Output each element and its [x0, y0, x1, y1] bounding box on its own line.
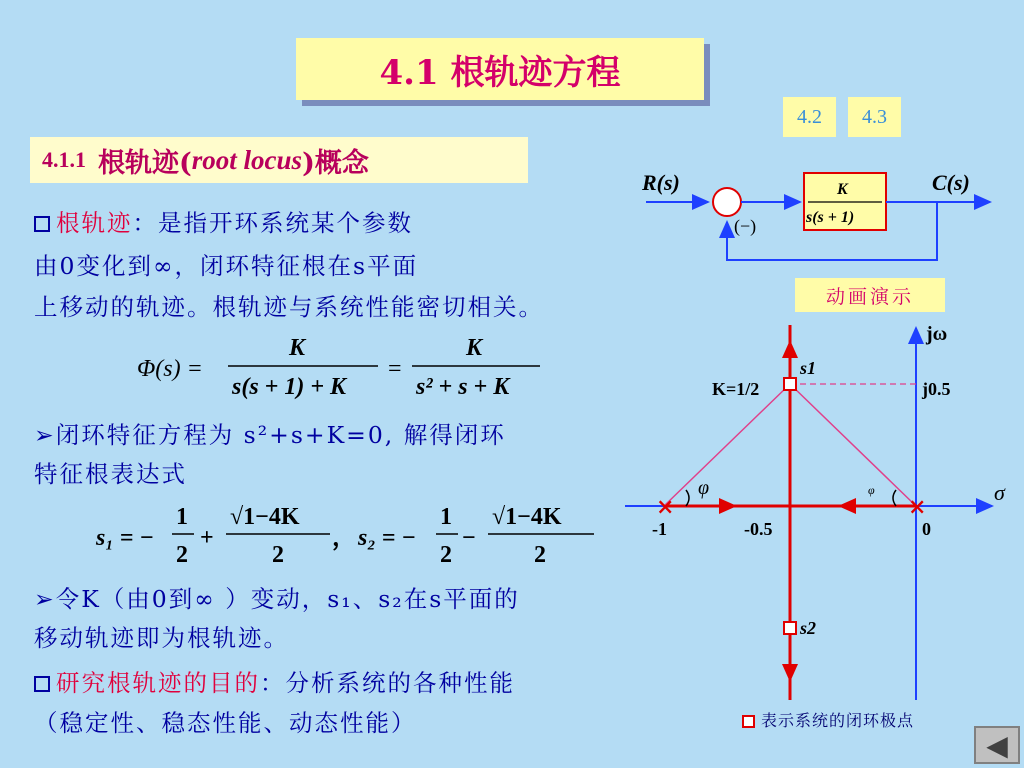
pole-vector-right [790, 384, 916, 506]
pole-vector-left [664, 384, 790, 506]
summing-junction [713, 188, 741, 216]
formula2-half-den2: 2 [440, 542, 452, 568]
feedback-sign: (−) [734, 216, 757, 236]
para1-line2: 由0变化到∞，闭环特征根在s平面 [34, 252, 419, 280]
input-label: R(s) [642, 170, 680, 195]
tf-denominator: s(s + 1) [806, 209, 855, 226]
formula2-s2: s₂ = − [358, 525, 416, 551]
para1-line3: 上移动的轨迹。根轨迹与系统性能密切相关。 [34, 293, 544, 321]
formula2-s1: s₁ = − [96, 525, 154, 551]
formula1-lhs: Φ(s) = [137, 356, 203, 382]
section-number: 4.1.1 [42, 147, 86, 172]
section-title-post: )概念 [302, 147, 369, 179]
para4-line2: （稳定性、稳态性能、动态性能） [34, 709, 417, 737]
para2-line1: ➢闭环特征方程为 s²+s+K=0, 解得闭环 [34, 421, 506, 449]
j05-label: j0.5 [922, 379, 951, 399]
formula2-rad2: √1−4K [492, 504, 562, 530]
formula1-den1: s(s + 1) + K [232, 374, 347, 400]
animation-demo-button[interactable]: 动画演示 [795, 278, 945, 312]
open-loop-pole-left-icon: × [656, 494, 675, 520]
phi-label-left: φ [698, 477, 710, 499]
root-locus-plot [625, 323, 1006, 700]
section-title-en: root locus [191, 144, 303, 175]
legend-text: 表示系统的闭环极点 [761, 711, 915, 730]
tick-minus-half: -0.5 [744, 519, 773, 539]
formula1-num2: K [466, 335, 483, 361]
formula1-den2: s² + s + K [416, 374, 510, 400]
formula1-eq: = [388, 356, 402, 382]
sigma-label: σ [994, 480, 1005, 505]
closed-loop-pole-s2-icon [784, 622, 796, 634]
formula-roots [95, 504, 594, 568]
formula2-half-num2: 1 [440, 504, 452, 530]
para4-rest: ：分析系统的各种性能 [260, 669, 515, 697]
tf-numerator: K [837, 181, 848, 198]
tick-minus-1: -1 [652, 519, 667, 539]
formula2-plus: + [200, 525, 214, 551]
formula2-rad1-den: 2 [272, 542, 284, 568]
block-diagram [641, 170, 990, 260]
formula2-minus: − [462, 525, 476, 551]
open-loop-pole-right-icon: × [908, 494, 927, 520]
back-triangle-icon: ◀ [986, 728, 1008, 762]
para1-line1-rest: ：是指开环系统某个参数 [132, 209, 413, 237]
formula2-rad1: √1−4K [230, 504, 300, 530]
s2-label: s2 [800, 618, 817, 638]
angle-arc-left [686, 490, 689, 506]
k-half-label: K=1/2 [712, 379, 760, 399]
formula-phi [137, 335, 540, 400]
section-title-pre: 根轨迹( [98, 147, 192, 179]
j-omega-label: jω [926, 323, 948, 345]
closed-loop-pole-s1-icon [784, 378, 796, 390]
para3-line1: ➢令K（由0到∞ ）变动，s₁、s₂在s平面的 [34, 585, 520, 613]
para4-term: 研究根轨迹的目的 [56, 669, 260, 697]
nav-button-4-3[interactable]: 4.3 [848, 97, 901, 137]
phi-label-right: φ [868, 483, 875, 497]
output-label: C(s) [932, 170, 970, 195]
s1-label: s1 [800, 358, 817, 378]
formula2-half-num: 1 [176, 504, 188, 530]
para2-line2: 特征根表达式 [34, 460, 187, 488]
formula2-half-den: 2 [176, 542, 188, 568]
formula2-rad2-den: 2 [534, 542, 546, 568]
formula1-num1: K [289, 335, 306, 361]
page-title: 4.1 根轨迹方程 [296, 38, 704, 100]
formula2-comma: ， [332, 525, 356, 551]
para1-term: 根轨迹 [56, 209, 133, 237]
angle-arc-right [893, 490, 896, 506]
nav-button-4-2[interactable]: 4.2 [783, 97, 836, 137]
tick-zero: 0 [922, 519, 931, 539]
para3-line2: 移动轨迹即为根轨迹。 [34, 624, 289, 652]
